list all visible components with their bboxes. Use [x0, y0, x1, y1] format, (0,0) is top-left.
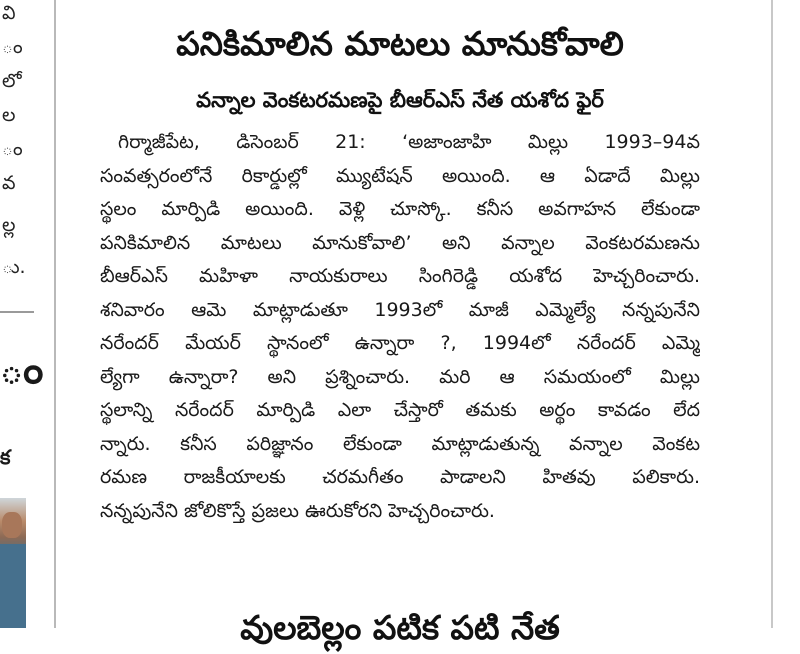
photo-shirt	[0, 544, 26, 628]
body-line: నన్నపునేని జోలికొస్తే ప్రజలు ఊరుకోరని హెచ్చరించారు.	[100, 499, 495, 522]
left-text-fragment: ం	[2, 36, 23, 58]
left-headline-fragment: ం	[0, 347, 44, 393]
body-line: రమణ రాజకీయాలకు చరమగీతం పాడాలని హితవు పలికారు.	[100, 466, 700, 488]
left-text-fragment: ు.	[2, 256, 26, 278]
left-subhead-fragment: క	[0, 445, 11, 469]
person-photo	[0, 498, 26, 628]
column-divider	[54, 0, 56, 628]
body-line: సంవత్సరంలోనే రికార్డుల్లో మ్యుటేషన్ అయింది. ఆ ఏడాదే మిల్లు	[100, 164, 700, 187]
left-text-fragment: ం	[2, 138, 23, 160]
next-article-headline: వులబెల్లం పటిక పటి నేత	[240, 608, 560, 647]
body-line: ల్యేగా ఉన్నారా? అని ప్రశ్నించారు. మరి ఆ సమయంలో మిల్లు	[100, 365, 700, 388]
body-line: నరేందర్ మేయర్ స్థానంలో ఉన్నారా ?, 1994లో నరేందర్ ఎమ్మె	[100, 332, 700, 354]
body-line: స్థలాన్ని నరేందర్ మార్పిడి ఎలా చేస్తారో తమకు అర్థం కావడం లేద	[100, 399, 700, 421]
left-text-fragment: ల్ల	[2, 214, 16, 236]
body-line: గిర్మాజీపేట, డిసెంబర్ 21: ‘అజాంజాహి మిల్లు 1993–94వ	[118, 131, 700, 153]
left-text-fragment: వి	[2, 2, 16, 24]
body-line: శనివారం ఆమె మాట్లాడుతూ 1993లో మాజీ ఎమ్మెల్యే నన్నపునేని	[100, 298, 700, 321]
article-headline: పనికిమాలిన మాటలు మానుకోవాలి	[176, 24, 624, 63]
body-line: పనికిమాలిన మాటలు మానుకోవాలి’ అని వన్నాల వెంకటరమణను	[100, 231, 700, 254]
body-line: స్థలం మార్పిడి అయింది. వెళ్లి చూస్కో. కనీస అవగాహన లేకుండా	[100, 198, 700, 220]
left-column-fragment	[0, 0, 48, 628]
body-line: న్నారు. కనీస పరిజ్ఞానం లేకుండా మాట్లాడుతున్న వన్నాల వెంకట	[100, 432, 700, 455]
body-line: బీఆర్ఎస్ మహిళా నాయకురాలు సింగిరెడ్డి యశోద హెచ్చరించారు.	[100, 265, 700, 287]
left-text-fragment: వ	[2, 172, 16, 194]
right-column-divider	[771, 0, 773, 628]
article-subheadline: వన్నాల వెంకటరమణపై బీఆర్ఎస్ నేత యశోద ఫైర్	[196, 88, 604, 112]
photo-face	[2, 512, 22, 538]
left-column-rule	[0, 311, 34, 313]
article-body	[100, 126, 700, 528]
left-text-fragment: లో	[2, 70, 22, 92]
left-text-fragment: ల	[2, 104, 16, 126]
